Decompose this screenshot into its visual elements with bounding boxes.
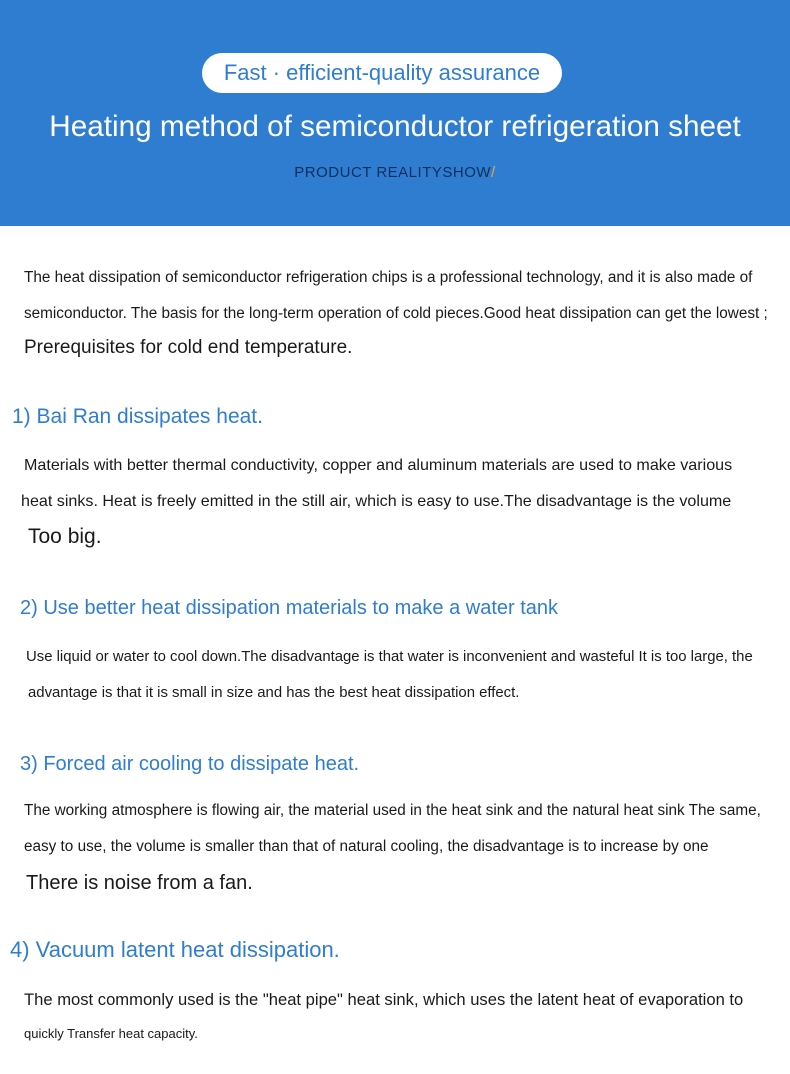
section-4-heading: 4) Vacuum latent heat dissipation. (10, 937, 340, 962)
section-1-line-2: heat sinks. Heat is freely emitted in the still air, which is easy to use.The disadvantage is the volume (21, 492, 732, 510)
section-1-line-3: Too big. (28, 525, 102, 548)
section-1-paragraph (21, 451, 733, 551)
section-2-line-1: Use liquid or water to cool down.The disadvantage is that water is inconvenient and wasteful It is too large, the (26, 649, 753, 665)
section-2-line-2: advantage is that it is small in size and has the best heat dissipation effect. (28, 685, 520, 701)
section-3-line-2: easy to use, the volume is smaller than that of natural cooling, the disadvantage is to increase by one (24, 838, 709, 855)
page-title: Heating method of semiconductor refrigeration sheet (49, 110, 741, 143)
section-3-line-3: There is noise from a fan. (26, 872, 253, 894)
section-3-line-1: The working atmosphere is flowing air, the material used in the heat sink and the natural heat sink The same, (24, 802, 761, 819)
section-2-paragraph (26, 643, 753, 707)
intro-line-3: Prerequisites for cold end temperature. (24, 337, 353, 358)
section-3-heading: 3) Forced air cooling to dissipate heat. (20, 753, 360, 775)
section-4-paragraph (24, 986, 743, 1048)
section-1-heading: 1) Bai Ran dissipates heat. (12, 405, 263, 428)
section-4-line-2: quickly Transfer heat capacity. (24, 1026, 198, 1041)
tagline-pill (202, 53, 562, 93)
section-2-heading: 2) Use better heat dissipation materials to make a water tank (20, 597, 559, 619)
section-4-line-1: The most commonly used is the "heat pipe" heat sink, which uses the latent heat of evaporation to (24, 990, 744, 1009)
header-banner (0, 0, 790, 226)
page-subtitle (0, 164, 790, 181)
intro-line-1: The heat dissipation of semiconductor refrigeration chips is a professional technology, and it is also made of (24, 269, 753, 286)
intro-line-2: semiconductor. The basis for the long-term operation of cold pieces.Good heat dissipation can get the lowest ; (24, 305, 768, 322)
subtitle-text: PRODUCT REALITYSHOW (294, 164, 492, 181)
section-3-paragraph (24, 797, 761, 897)
tagline-text: Fast · efficient-quality assurance (223, 60, 541, 85)
intro-paragraph (24, 264, 768, 362)
section-1-line-1: Materials with better thermal conductivity, copper and aluminum materials are used to make various (24, 456, 733, 474)
subtitle-mark: / (491, 164, 496, 181)
